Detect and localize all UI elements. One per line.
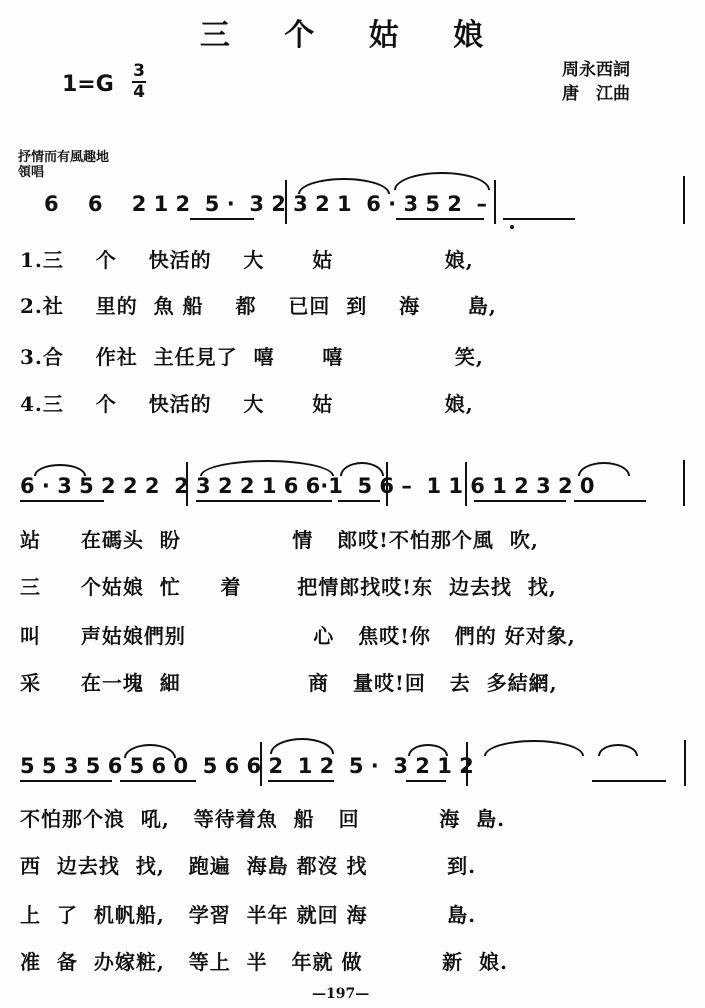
lyric-line: 不怕那个浪 吼, 等待着魚 船 回 海 島. — [20, 807, 506, 831]
beam — [592, 780, 666, 782]
barline — [285, 180, 287, 224]
slur — [34, 464, 86, 476]
lyric-line: 站 在碼头 盼 情 郎哎!不怕那个風 吹, — [20, 528, 539, 552]
barline — [683, 176, 685, 224]
slur — [270, 738, 334, 754]
slur — [200, 460, 334, 476]
barline — [684, 740, 686, 786]
lyric-line: 4.三 个 快活的 大 姑 娘, — [20, 392, 474, 416]
barline — [386, 462, 388, 506]
tempo-marking — [18, 150, 109, 180]
lyric-line: 3.合 作社 主任見了 嘻 嘻 笑, — [20, 345, 484, 369]
meter-bottom: 4 — [133, 82, 145, 102]
barline — [465, 462, 467, 506]
beam — [20, 780, 112, 782]
barline — [466, 742, 468, 786]
slur — [124, 744, 176, 758]
lyric-line: 上 了 机帆船, 学習 半年 就回 海 島. — [20, 903, 477, 927]
beam — [268, 780, 334, 782]
lyric-line: 三 个姑娘 忙 着 把情郎找哎!东 边去找 找, — [20, 575, 557, 599]
notes-line-2: 6 · 3 5 2 2 2 2 3 2 2 1 6 6·1 5 6 – 1 1 6 1 2 3 2 0 — [20, 474, 595, 498]
notes-line-1: 6 6 2 1 2 5 · 3 2 3 2 1 6 · 3 5 2 – — [44, 192, 488, 216]
barline — [260, 742, 262, 786]
slur — [408, 744, 448, 756]
beam — [503, 218, 575, 220]
time-signature — [132, 62, 146, 102]
composer: 唐 江曲 — [562, 84, 630, 104]
slur — [598, 744, 638, 756]
song-title: 三 个 姑 娘 — [199, 18, 506, 53]
page-number: —197— — [312, 986, 370, 1002]
beam — [120, 780, 196, 782]
beam — [406, 780, 446, 782]
tempo-line: 抒情而有風趣地 — [18, 150, 110, 165]
lyric-line: 采 在一塊 細 商 量哎!回 去 多結網, — [20, 671, 558, 695]
tempo-line: 領唱 — [18, 165, 45, 180]
slur — [340, 462, 384, 476]
barline — [683, 460, 685, 506]
lyric-line: 1.三 个 快活的 大 姑 娘, — [20, 248, 474, 272]
lyric-line: 准 备 办嫁粧, 等上 半 年就 做 新 娘. — [20, 950, 508, 974]
lyric-line: 西 边去找 找, 跑遍 海島 都沒 找 到. — [20, 854, 477, 878]
slur — [484, 740, 584, 756]
lyric-line: 叫 声姑娘們别 心 焦哎!你 們的 好对象, — [20, 624, 576, 648]
beam — [474, 500, 566, 502]
beam — [190, 218, 254, 220]
beam — [196, 500, 332, 502]
lyricist: 周永西詞 — [562, 60, 630, 80]
slur — [394, 172, 490, 190]
notes-line-3: 5 5 3 5 6 5 6 0 5 6 6 2 1 2 5 · 3 2 1 2 — [20, 754, 474, 778]
beam — [20, 500, 104, 502]
meter-top: 3 — [133, 61, 145, 81]
lyric-line: 2.社 里的 魚 船 都 已回 到 海 島, — [20, 294, 497, 318]
beam — [338, 500, 380, 502]
beam — [574, 500, 646, 502]
beam — [396, 218, 484, 220]
octave-dot — [510, 225, 514, 229]
key-signature: 1=G — [62, 72, 114, 97]
barline — [494, 180, 496, 224]
credits — [562, 58, 630, 106]
barline — [186, 462, 188, 506]
slur — [298, 178, 390, 194]
slur — [578, 462, 630, 476]
